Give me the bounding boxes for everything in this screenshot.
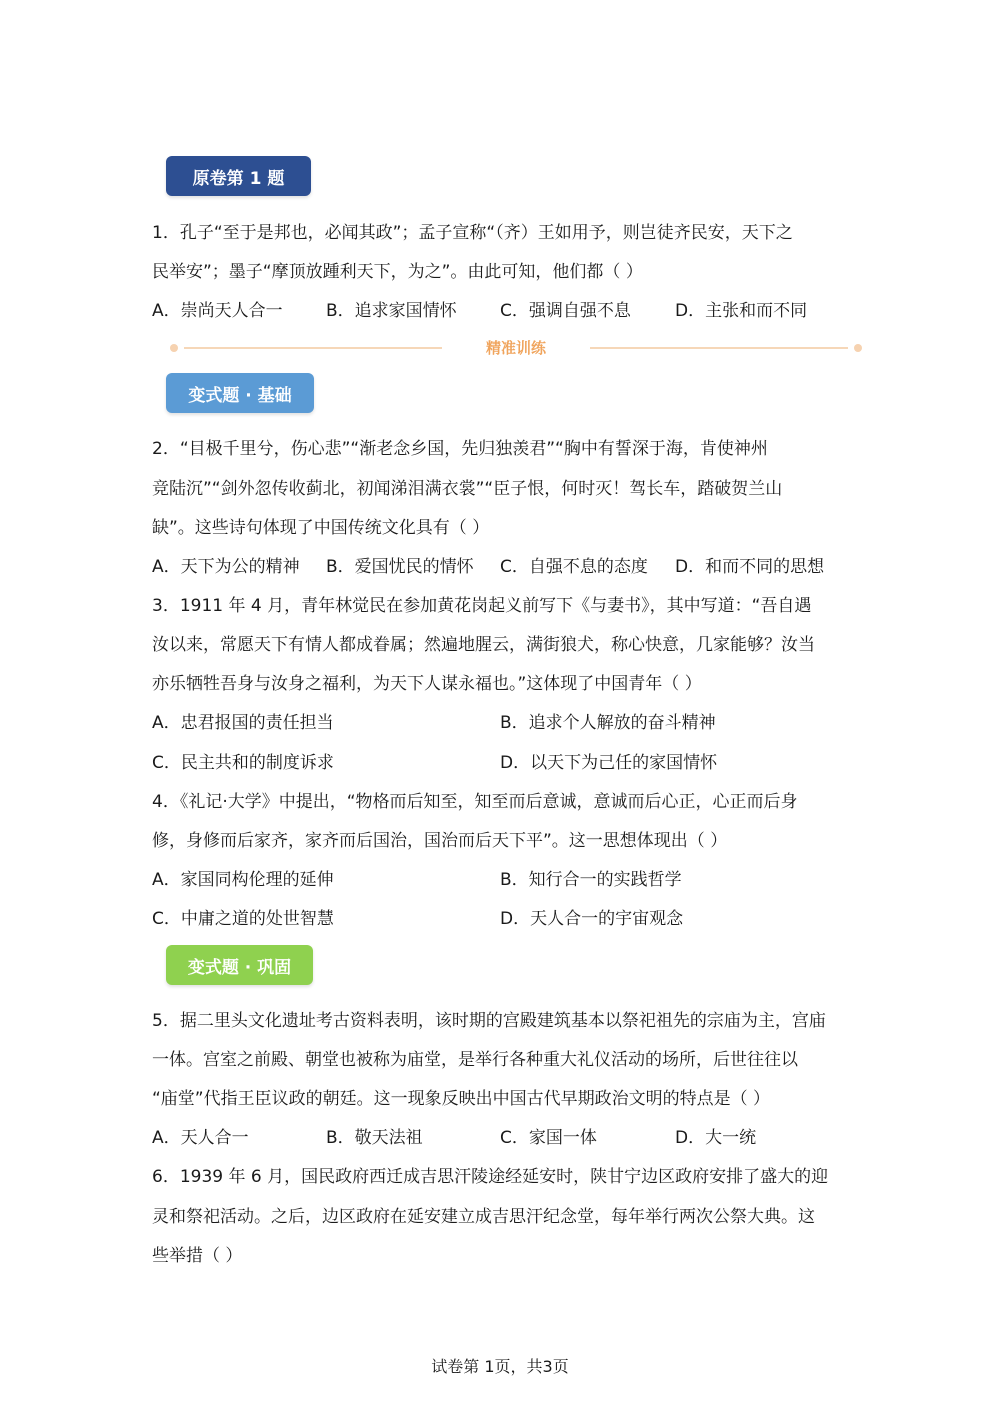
q2-option-c: C．自强不息的态度 — [500, 557, 648, 577]
q3-option-c: C．民主共和的制度诉求 — [152, 753, 334, 773]
question-3-line-3: 亦乐牺牲吾身与汝身之福利，为天下人谋永福也。”这体现了中国青年（ ） — [152, 674, 702, 694]
q1-option-d: D．主张和而不同 — [675, 301, 808, 321]
q2-option-d: D．和而不同的思想 — [675, 557, 825, 577]
q5-option-c: C．家国一体 — [500, 1128, 597, 1148]
question-2-line-1: 2．“目极千里兮，伤心悲”“渐老念乡国，先归独羡君”“胸中有誓深于海，肯使神州 — [152, 439, 768, 459]
question-3-line-1: 3．1911 年 4 月，青年林觉民在参加黄花岗起义前写下《与妻书》，其中写道：“吾自遇 — [152, 596, 812, 616]
q3-option-a: A．忠君报国的责任担当 — [152, 713, 334, 733]
question-1-line-1: 1．孔子“至于是邦也，必闻其政”；孟子宣称“（齐）王如用予，则岂徒齐民安，天下之 — [152, 223, 793, 243]
q4-option-c: C．中庸之道的处世智慧 — [152, 909, 334, 929]
divider-line-left — [184, 347, 442, 349]
q4-option-d: D．天人合一的宇宙观念 — [500, 909, 684, 929]
question-1-line-2: 民举安”；墨子“摩顶放踵利天下，为之”。由此可知，他们都（ ） — [152, 262, 643, 282]
question-4-line-2: 修，身修而后家齐，家齐而后国治，国治而后天下平”。这一思想体现出（ ） — [152, 831, 728, 851]
question-5-line-3: “庙堂”代指王臣议政的朝廷。这一现象反映出中国古代早期政治文明的特点是（ ） — [152, 1089, 771, 1109]
page-footer: 试卷第 1页，共3页 — [431, 1357, 569, 1376]
q4-option-b: B．知行合一的实践哲学 — [500, 870, 682, 890]
q3-option-d: D．以天下为己任的家国情怀 — [500, 753, 718, 773]
question-5-line-2: 一体。宫室之前殿、朝堂也被称为庙堂，是举行各种重大礼仪活动的场所，后世往往以 — [152, 1050, 798, 1070]
q1-option-c: C．强调自强不息 — [500, 301, 631, 321]
divider-label: 精准训练 — [485, 339, 546, 357]
precision-training-divider — [170, 336, 862, 360]
variant-basic-badge: 变式题 · 基础 — [166, 373, 314, 413]
question-6-line-2: 灵和祭祀活动。之后，边区政府在延安建立成吉思汗纪念堂，每年举行两次公祭大典。这 — [152, 1207, 815, 1227]
divider-line-right — [590, 347, 848, 349]
divider-dot — [854, 344, 862, 352]
original-question-badge: 原卷第 1 题 — [166, 156, 311, 196]
question-4-line-1: 4．《礼记·大学》中提出，“物格而后知至，知至而后意诚，意诚而后心正，心正而后身 — [152, 792, 798, 812]
question-2-line-2: 竞陆沉”“剑外忽传收蓟北，初闻涕泪满衣裳”“臣子恨，何时灭！驾长车，踏破贺兰山 — [152, 479, 783, 499]
q5-option-a: A．天人合一 — [152, 1128, 249, 1148]
divider-dot — [170, 344, 178, 352]
question-6-line-3: 些举措（ ） — [152, 1246, 243, 1266]
q5-option-b: B．敬天法祖 — [326, 1128, 423, 1148]
q4-option-a: A．家国同构伦理的延伸 — [152, 870, 334, 890]
question-3-line-2: 汝以来，常愿天下有情人都成眷属；然遍地腥云，满街狼犬，称心快意，几家能够？汝当 — [152, 635, 815, 655]
question-2-line-3: 缺”。这些诗句体现了中国传统文化具有（ ） — [152, 518, 490, 538]
q1-option-a: A．崇尚天人合一 — [152, 301, 283, 321]
question-5-line-1: 5．据二里头文化遗址考古资料表明，该时期的宫殿建筑基本以祭祀祖先的宗庙为主，宫庙 — [152, 1011, 826, 1031]
q5-option-d: D．大一统 — [675, 1128, 757, 1148]
q2-option-b: B．爱国忧民的情怀 — [326, 557, 474, 577]
q3-option-b: B．追求个人解放的奋斗精神 — [500, 713, 716, 733]
variant-consolidate-badge: 变式题 · 巩固 — [166, 945, 313, 985]
q2-option-a: A．天下为公的精神 — [152, 557, 300, 577]
question-6-line-1: 6．1939 年 6 月，国民政府西迁成吉思汗陵途经延安时，陕甘宁边区政府安排了盛大的迎 — [152, 1167, 829, 1187]
q1-option-b: B．追求家国情怀 — [326, 301, 457, 321]
